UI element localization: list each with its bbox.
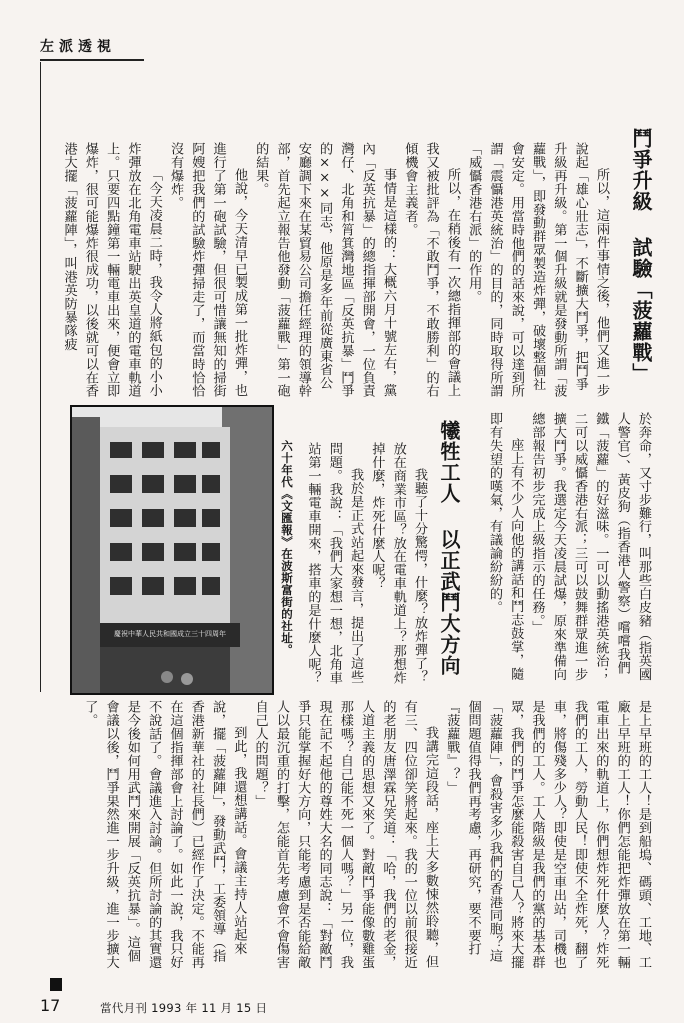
left-margin-rule bbox=[40, 62, 41, 692]
paragraph: 我講完這段話，座上大多數悚然聆聽，但有三、四位卻笑將起來。我的一位以前很接近的老朋友唐澤霖兄笑道：「哈，我們的老金，人道主義的思想又來了。對敵鬥爭能像數雞蛋那樣嗎？自己能不死一個人嗎？」另一位，我現在記不起他的尊姓大名的同志說：「對敵鬥爭只能掌握好大方向，只能考慮到是否能給敵人以最沉重的打擊，怎能首先考慮會不會傷害自己人的問題？」 bbox=[252, 700, 439, 969]
paragraph: 所以，在稍後有一次總指揮部的會議上我又被批評為「不敢鬥爭，不敢勝利」的右傾機會主義者。 bbox=[402, 142, 460, 398]
section-label: 左派透視 bbox=[40, 39, 116, 55]
paragraph: 是上早班的工人！是到船塢、碼頭、工地、工廠上早班的工人！你們怎能把炸彈放在第一輛電車出來的軌道上，你們想炸死什麼人？炸死我們的工人，勞動人民！即使不全炸死，翻了車，將傷殘多少人？即使是空車出站，司機也是我們的工人。工人階級是我們的黨的基本群眾，我們的鬥爭怎麼能殺害自己人？將來大擺「菠蘿陣」，會殺害多少我們的香港同胞？這個問題值得我們再考慮，再研究，要不要打『菠蘿戰』？」 bbox=[444, 700, 651, 969]
lower-left-block bbox=[300, 442, 430, 687]
paragraph: 事情是這樣的：大概六月十號左右，黨內「反英抗暴」的總指揮部開會，一位負責灣仔、北角和筲箕灣地區「反英抗暴」鬥爭的×××同志，他原是多年前從廣東省公安廳調下來在某貿易公司擔任經理的領導幹部，首先起立報告他發動「菠蘿戰」第一砲的結果。 bbox=[253, 142, 397, 398]
paragraph: 於奔命，又寸步難行，叫那些白皮豬（指英國人警官）、黃皮狗（指香港人警察）嚐嚐我們鐵「菠蘿」的好滋味。一可以動搖港英統治；二可以威懾香港右派；三可以鼓舞群眾進一步擴大鬥爭。我選定今天凌晨試爆，原來準備向總部報告初步完成上級指示的任務。」 bbox=[529, 412, 651, 681]
heading-struggle-escalation: 鬥爭升級 試驗「菠蘿戰」 bbox=[629, 128, 653, 384]
paragraph: 他說，今天清早已製成第一批炸彈，也進行了第一砲試驗，但很可惜讓無知的掃街阿嫂把我們的試驗炸彈掃走了，而當時恰恰沒有爆炸。 bbox=[168, 142, 247, 398]
paragraph: 座上有不少人向他的講話和鬥志鼓掌，隨即有失望的嘆氣，有議論紛紛的。 bbox=[486, 412, 524, 681]
page-number: 17 bbox=[40, 996, 61, 1015]
paragraph: 所以，這兩件事情之後，他們又進一步說起「雄心壯志」，不斷擴大鬥爭，把鬥爭升級再升級。第一個升級就是發動所謂「菠蘿戰」，即發動群眾製造炸彈，破壞整個社會安定。用當時他們的話來說，可以達到所謂「震懾港英統治」的目的，同時取得所謂「威懾香港右派」的作用。 bbox=[466, 142, 609, 398]
photo-banner: 慶祝中華人民共和國成立三十四周年 bbox=[114, 630, 226, 638]
paragraph: 到此，我還想講話。會議主持人站起來說，擺「菠蘿陣」，發動武鬥，工委領導（指香港新華社的社長們）已經作了決定。不能再在這個指揮部會上討論了。如此一說，我只好不說話了。會議進入討論。但所討論的其實還是今後如何用武鬥來開展「反英抗暴」。這個會議以後，鬥爭果然進一步升級，進一步擴大了。 bbox=[82, 700, 247, 969]
section-rule bbox=[40, 59, 144, 61]
article-end-mark bbox=[50, 978, 62, 991]
paragraph: 「今天凌晨二時，我令人將紙包的小小炸彈放在北角電車站駛出英皇道的電車軌道上。只要四點鐘第一輛電車出來，便會立即爆炸，很可能爆炸很成功，以後就可以在香港大擺「菠蘿陣」，叫港英防暴隊疲 bbox=[61, 142, 162, 398]
paragraph: 我聽了十分驚愕，什麼？放炸彈了？放在商業市區？放在電車軌道上？那想炸掉什麼，炸死什麼人呢？ bbox=[369, 442, 427, 685]
lower-right-upper-block bbox=[479, 412, 654, 682]
photo-caption: 六十年代《文匯報》在波斯富街的社址。 bbox=[280, 440, 294, 656]
building-photo bbox=[70, 405, 274, 695]
publication-line: 當代月刊 1993 年 11 月 15 日 bbox=[100, 1001, 268, 1015]
bottom-article-block bbox=[54, 700, 654, 970]
upper-article-block bbox=[44, 142, 612, 400]
paragraph: 我於是正式站起來發言，提出了這些問題。我說：「我們大家想一想，北角車站第一輛電車開來，搭車的是什麼人呢？ bbox=[305, 442, 364, 685]
heading-sacrifice-workers: 犧牲工人 以正武鬥大方向 bbox=[437, 420, 461, 676]
